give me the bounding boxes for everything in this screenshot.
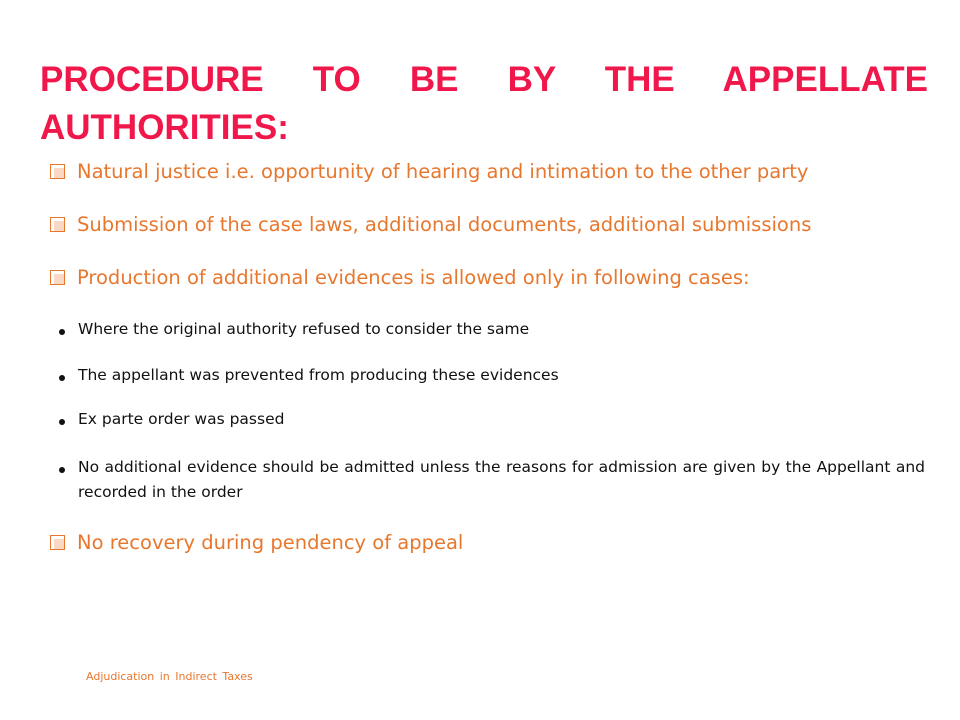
checkbox-item: [50, 531, 463, 554]
slide-title: PROCEDURE TO BE BY THE APPELLATE AUTHORITIES:: [40, 60, 928, 147]
footer-text: Adjudication in Indirect Taxes: [86, 670, 253, 683]
bullet-item-text: Ex parte order was passed: [78, 410, 285, 428]
bullet-item-text: Where the original authority refused to consider the same: [78, 320, 530, 338]
square-checkbox-icon: [50, 164, 65, 179]
bullet-item: [59, 460, 925, 505]
dot-icon: [59, 467, 65, 473]
checkbox-item-text: No recovery during pendency of appeal: [77, 531, 464, 554]
square-checkbox-icon: [50, 270, 65, 285]
bullet-item: [59, 368, 925, 388]
square-checkbox-icon: [50, 535, 65, 550]
bullet-item: [59, 322, 925, 342]
bullet-item-text: No additional evidence should be admitted unless the reasons for admission are given by the Appellant and recorded in the order: [78, 458, 925, 501]
square-checkbox-icon: [50, 217, 65, 232]
dot-icon: [59, 329, 65, 335]
dot-icon: [59, 419, 65, 425]
checkbox-item: [50, 160, 808, 183]
checkbox-item-text: Natural justice i.e. opportunity of hearing and intimation to the other party: [77, 160, 809, 183]
bullet-item: [59, 412, 925, 432]
dot-icon: [59, 375, 65, 381]
checkbox-item-text: Submission of the case laws, additional documents, additional submissions: [77, 213, 812, 236]
checkbox-item-text: Production of additional evidences is allowed only in following cases:: [77, 266, 750, 289]
checkbox-item: [50, 213, 811, 236]
bullet-item-text: The appellant was prevented from producing these evidences: [78, 366, 559, 384]
checkbox-item: [50, 266, 750, 289]
